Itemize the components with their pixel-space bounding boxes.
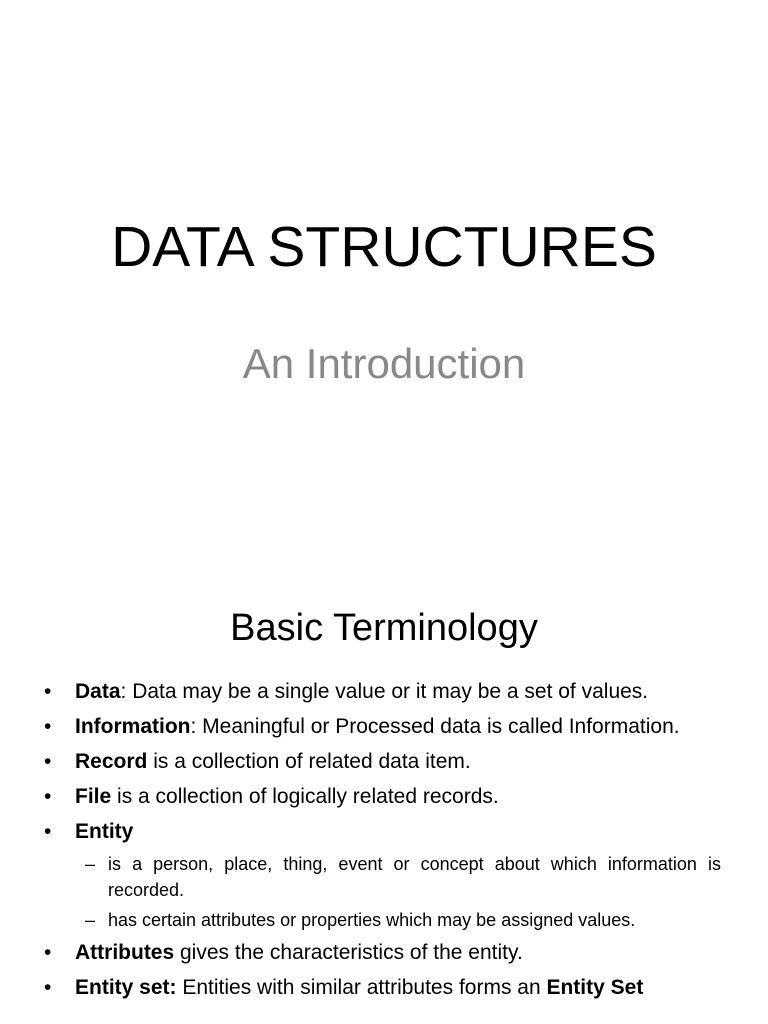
entity-sublist bbox=[75, 851, 721, 933]
list-item-data bbox=[44, 676, 721, 707]
term-attributes: Attributes bbox=[75, 941, 175, 964]
definition-information: : Meaningful or Processed data is called Information. bbox=[190, 715, 680, 738]
term-file: File bbox=[75, 785, 112, 808]
terminology-slide bbox=[0, 576, 768, 1024]
terminology-title: Basic Terminology bbox=[230, 607, 538, 649]
term-record: Record bbox=[75, 750, 148, 773]
term-data: Data bbox=[75, 680, 121, 703]
term-entity-set: Entity set: bbox=[75, 976, 177, 999]
definition-entity-set: Entities with similar attributes forms an bbox=[176, 976, 547, 999]
sublist-item: – has certain attributes or properties which may be assigned values. bbox=[75, 907, 721, 933]
slide-title: DATA STRUCTURES bbox=[111, 215, 657, 279]
term-information: Information bbox=[75, 715, 191, 738]
definition-file: is a collection of logically related records. bbox=[111, 785, 499, 808]
sublist-item: – is a person, place, thing, event or concept about which information is recorded. bbox=[75, 851, 721, 903]
definition-record: is a collection of related data item. bbox=[147, 750, 471, 773]
list-item-entity-set bbox=[44, 972, 721, 1003]
term-entity: Entity bbox=[75, 820, 134, 843]
terminology-list bbox=[44, 676, 721, 1007]
term-entity-set-emphasis: Entity Set bbox=[546, 976, 644, 999]
list-item-record bbox=[44, 746, 721, 777]
list-item-attributes bbox=[44, 937, 721, 968]
list-item-entity bbox=[44, 816, 721, 933]
slide-subtitle: An Introduction bbox=[242, 340, 526, 387]
list-item-file bbox=[44, 781, 721, 812]
definition-data: : Data may be a single value or it may be a set of values. bbox=[120, 680, 649, 703]
definition-attributes: gives the characteristics of the entity. bbox=[174, 941, 523, 964]
list-item-information bbox=[44, 711, 721, 742]
